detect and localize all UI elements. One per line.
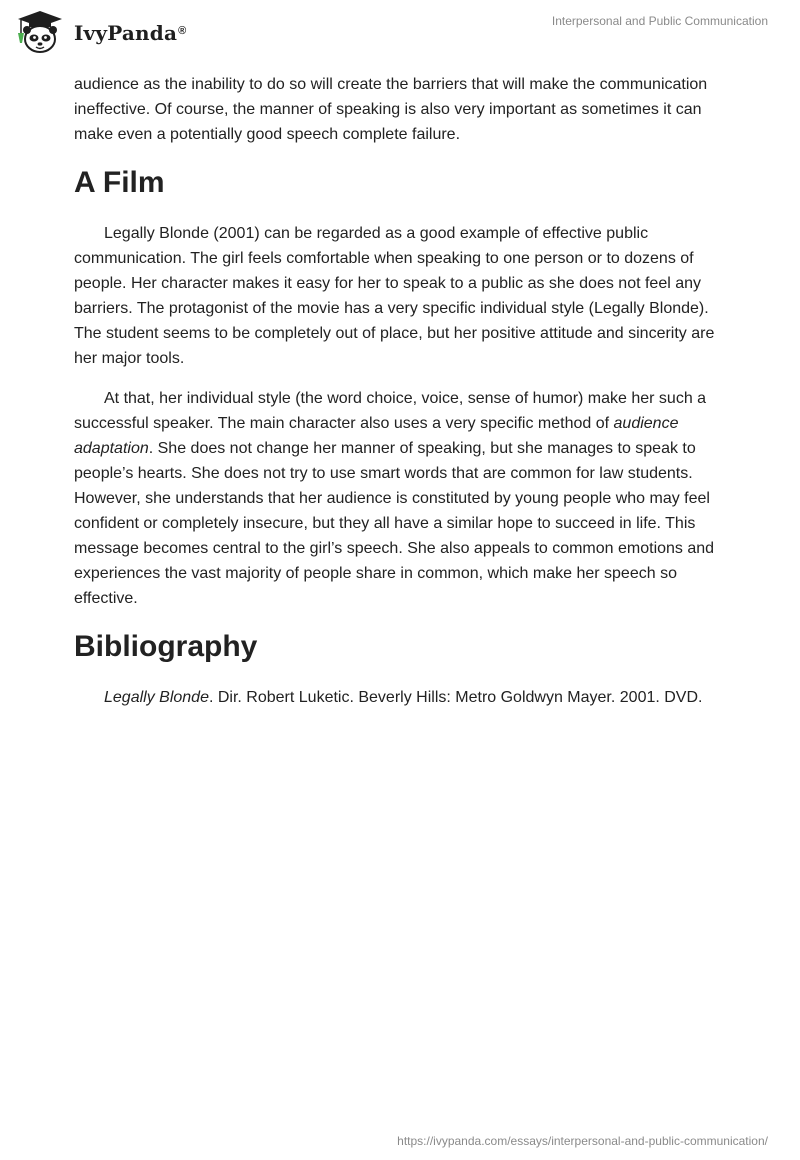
brand-name — [74, 21, 186, 45]
brand-name-text: IvyPanda — [74, 21, 178, 45]
emphasis-audience-adaptation: audience adaptation — [74, 415, 679, 457]
section-heading-film: A Film — [74, 166, 165, 199]
film-paragraph-1: Legally Blonde (2001) can be regarded as a good example of effective public communication. The girl feels comfortable when speaking to one person or to dozens of people. Her character makes it easy for her to speak to a public as she does not feel any barriers. The protagonist of the movie has a very specific individual style (Legally Blonde). The student seems to be completely out of place, but her positive attitude and sincerity are her major tools. — [74, 225, 715, 367]
registered-mark: ® — [178, 25, 187, 38]
bibliography-entry-title: Legally Blonde — [104, 689, 209, 706]
brand-logo[interactable] — [14, 9, 186, 55]
film-paragraph-2-start: At that, her individual style (the word choice, voice, sense of humor) make her such a successful speaker. The main character also uses a very specific method of — [74, 390, 707, 432]
film-paragraph-2-end: . She does not change her manner of speaking, but she manages to speak to people’s hearts. She does not try to use smart words that are common for law students. However, she understands that her audience is constituted by young people who may feel confident or completely insecure, but they all have a similar hope to succeed in life. This message becomes central to the girl’s speech. She also appeals to common emotions and experiences the vast majority of people share in common, which make her speech so effective. — [74, 440, 715, 607]
section-heading-bibliography: Bibliography — [74, 630, 258, 663]
intro-paragraph: audience as the inability to do so will create the barriers that will make the communication ineffective. Of course, the manner of speaking is also very important as sometimes it can make even a potentially good speech complete failure. — [74, 76, 708, 143]
film-paragraph-2 — [74, 386, 734, 611]
source-url[interactable]: https://ivypanda.com/essays/interpersonal-and-public-communication/ — [397, 1134, 768, 1148]
document-title: Interpersonal and Public Communication — [551, 14, 768, 28]
page-header — [0, 0, 800, 62]
panda-graduate-icon — [14, 9, 66, 55]
bibliography-entry-details: . Dir. Robert Luketic. Beverly Hills: Metro Goldwyn Mayer. 2001. DVD. — [208, 689, 703, 706]
bibliography-entry — [74, 685, 734, 710]
essay-content — [74, 72, 734, 725]
